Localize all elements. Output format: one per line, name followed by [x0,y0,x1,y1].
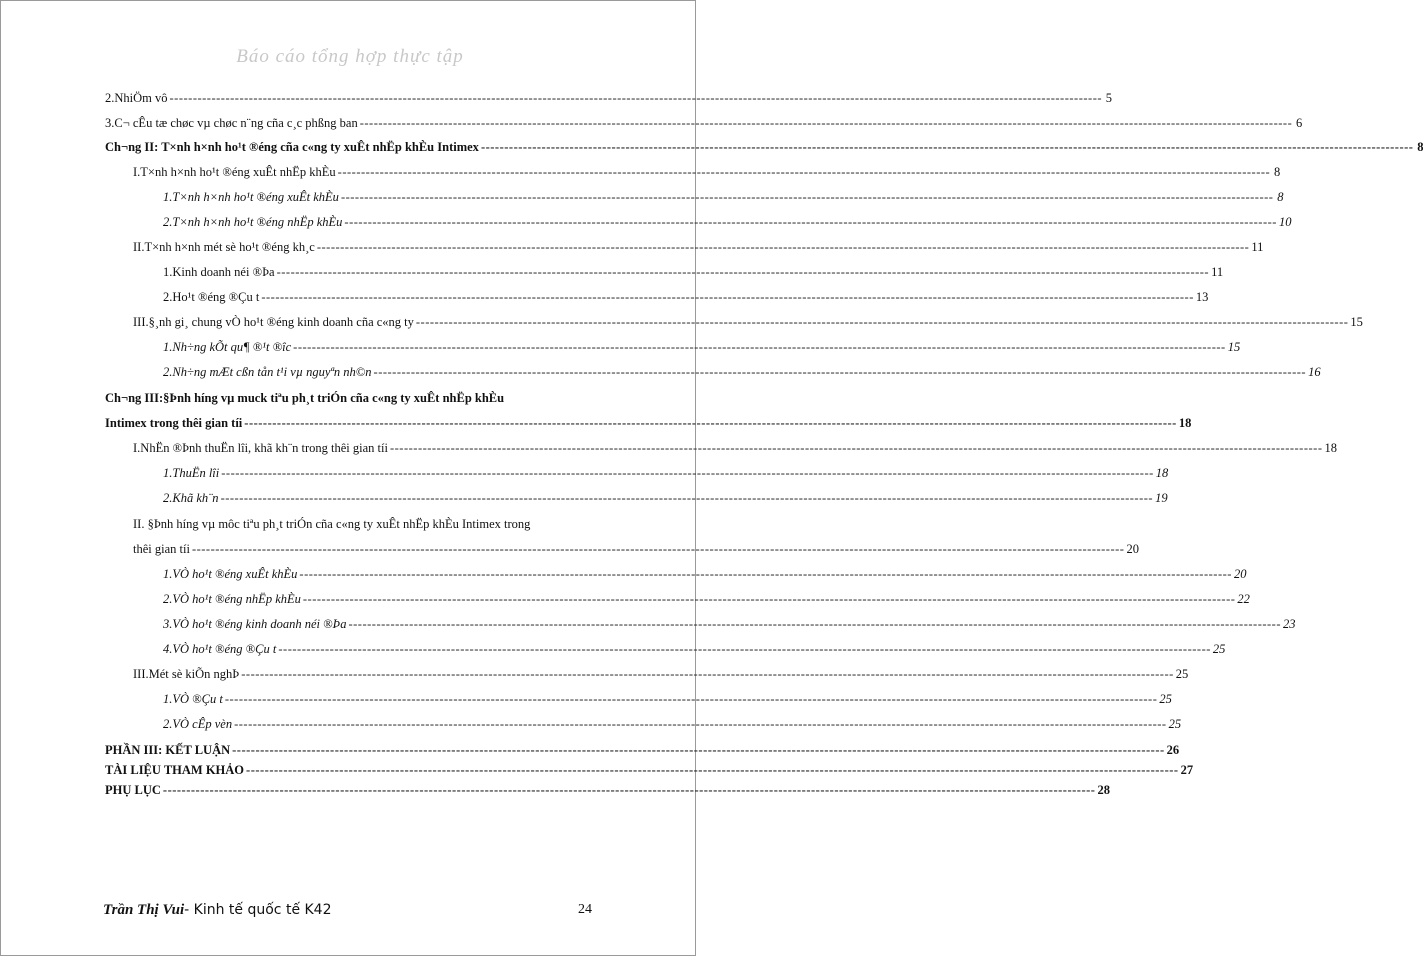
toc-chapter[interactable] [105,388,680,408]
toc-entry-title: I.NhËn ®Þnh thuËn lîi, khã kh¨n trong thêi gian tíi [133,441,388,455]
toc-entry-page: 11 [1251,240,1264,254]
toc-entry-page: 25 [1159,692,1172,706]
toc-entry[interactable] [133,237,1264,257]
toc-entry-title: 3.VÒ ho¹t ®éng kinh doanh néi ®Þa [163,617,347,631]
toc-entry-title: III.§¸nh gi¸ chung vÒ ho¹t ®éng kinh doanh cña c«ng ty [133,315,414,329]
toc-entry-page: 20 [1126,542,1139,556]
toc-entry[interactable] [163,212,1292,232]
toc-part[interactable] [105,780,1110,800]
toc-leader: -------------------------------------------------------------------------------------------------------------------------------------------------------------------------------------------------------- [276,265,1210,279]
toc-leader: -------------------------------------------------------------------------------------------------------------------------------------------------------------------------------------------------------- [389,441,1323,455]
toc-entry[interactable] [163,564,1247,584]
toc-leader: -------------------------------------------------------------------------------------------------------------------------------------------------------------------------------------------------------- [348,617,1282,631]
toc-entry-page: 8 [1273,165,1281,179]
author-name: Trần Thị Vui [103,902,185,918]
toc-entry[interactable] [133,514,680,534]
toc-leader: -------------------------------------------------------------------------------------------------------------------------------------------------------------------------------------------------------- [220,491,1154,505]
toc-entry-title: I.T×nh h×nh ho¹t ®éng xuÊt nhËp khÈu [133,165,336,179]
toc-entry[interactable] [163,589,1250,609]
toc-entry-title: 2.VÒ cÊp vèn [163,717,233,731]
toc-entry-title: Ch¬ng III:§Þnh híng vµ muck tiªu ph¸t triÓn cña c«ng ty xuÊt nhËp khÈu [105,391,505,405]
toc-leader: -------------------------------------------------------------------------------------------------------------------------------------------------------------------------------------------------------- [299,567,1232,581]
toc-leader: -------------------------------------------------------------------------------------------------------------------------------------------------------------------------------------------------------- [337,165,1271,179]
toc-entry-title: II. §Þnh híng vµ môc tiªu ph¸t triÓn cña c«ng ty xuÊt nhËp khÈu Intimex trong [133,517,531,531]
toc-leader: -------------------------------------------------------------------------------------------------------------------------------------------------------------------------------------------------------- [261,290,1194,304]
toc-entry[interactable] [105,113,1303,133]
toc-entry-page: 13 [1195,290,1209,304]
toc-entry-title: PHẦN III: KẾT LUẬN [105,743,231,757]
toc-entry-title: Intimex trong thêi gian tíi [105,416,243,430]
toc-leader: -------------------------------------------------------------------------------------------------------------------------------------------------------------------------------------------------------- [234,717,1167,731]
toc-entry-page: 19 [1155,491,1168,505]
toc-entry-page: 5 [1105,91,1113,105]
toc-entry-title: 2.T×nh h×nh ho¹t ®éng nhËp khÈu [163,215,343,229]
toc-entry-title: thêi gian tíi [133,542,190,556]
toc-chapter[interactable] [105,137,1423,157]
toc-entry[interactable] [163,337,1241,357]
toc-entry-continued[interactable] [133,539,1139,559]
toc-entry-page: 10 [1278,215,1292,229]
toc-leader: -------------------------------------------------------------------------------------------------------------------------------------------------------------------------------------------------------- [246,763,1179,777]
toc-entry-title: 4.VÒ ho¹t ®éng ®Çu t [163,642,277,656]
toc-leader: -------------------------------------------------------------------------------------------------------------------------------------------------------------------------------------------------------- [191,542,1125,556]
toc-entry[interactable] [133,312,1363,332]
toc-part[interactable] [105,740,1180,760]
toc-leader: -------------------------------------------------------------------------------------------------------------------------------------------------------------------------------------------------------- [221,466,1154,480]
toc-entry-title: Ch¬ng II: T×nh h×nh ho¹t ®éng cña c«ng ty xuÊt nhËp khÈu Intimex [105,140,479,154]
toc-entry-title: 2.VÒ ho¹t ®éng nhËp khÈu [163,592,301,606]
toc-entry-page: 18 [1324,441,1337,455]
toc-entry[interactable] [163,287,1209,307]
toc-entry[interactable] [163,714,1182,734]
course-name: - Kinh tế quốc tế K42 [184,902,332,918]
toc-entry-page: 22 [1237,592,1250,606]
toc-entry-page: 16 [1308,365,1321,379]
toc-leader: -------------------------------------------------------------------------------------------------------------------------------------------------------------------------------------------------------- [373,365,1307,379]
toc-entry[interactable] [105,88,1113,108]
toc-leader: -------------------------------------------------------------------------------------------------------------------------------------------------------------------------------------------------------- [293,340,1226,354]
toc-entry-page: 25 [1168,717,1182,731]
toc-entry[interactable] [163,639,1226,659]
toc-entry-page: 25 [1175,667,1189,681]
toc-entry[interactable] [163,488,1168,508]
toc-entry[interactable] [163,362,1321,382]
toc-entry-page: 6 [1296,116,1303,130]
toc-leader: -------------------------------------------------------------------------------------------------------------------------------------------------------------------------------------------------------- [169,91,1103,105]
toc-leader: -------------------------------------------------------------------------------------------------------------------------------------------------------------------------------------------------------- [316,240,1250,254]
toc-entry-title: PHỤ LỤC [105,783,161,797]
toc-entry-page: 26 [1166,743,1180,757]
toc-entry-title: 2.NhiÖm vô [105,91,168,105]
toc-leader: -------------------------------------------------------------------------------------------------------------------------------------------------------------------------------------------------------- [244,416,1177,430]
page-number: 24 [578,902,592,917]
toc-leader: -------------------------------------------------------------------------------------------------------------------------------------------------------------------------------------------------------- [278,642,1211,656]
toc-entry-page: 28 [1097,783,1110,797]
toc-entry-page: 25 [1212,642,1226,656]
toc-entry-page: 18 [1155,466,1169,480]
toc-entry-title: II.T×nh h×nh mét sè ho¹t ®éng kh¸c [133,240,315,254]
toc-entry[interactable] [163,187,1284,207]
toc-leader: -------------------------------------------------------------------------------------------------------------------------------------------------------------------------------------------------------- [359,116,1293,130]
toc-entry[interactable] [163,463,1169,483]
toc-entry[interactable] [133,162,1281,182]
toc-entry[interactable] [133,664,1189,684]
toc-leader: -------------------------------------------------------------------------------------------------------------------------------------------------------------------------------------------------------- [224,692,1158,706]
toc-entry-title: 1.ThuËn lîi [163,466,220,480]
toc-entry[interactable] [163,689,1172,709]
toc-entry-title: 1.VÒ ho¹t ®éng xuÊt khÈu [163,567,298,581]
toc-entry-title: 1.T×nh h×nh ho¹t ®éng xuÊt khÈu [163,190,339,204]
toc-leader: -------------------------------------------------------------------------------------------------------------------------------------------------------------------------------------------------------- [232,743,1165,757]
toc-part[interactable] [105,760,1194,780]
toc-leader: -------------------------------------------------------------------------------------------------------------------------------------------------------------------------------------------------------- [415,315,1349,329]
toc-entry-title: III.Mét sè kiÕn nghÞ [133,667,240,681]
toc-entry-page: 27 [1180,763,1194,777]
toc-entry-page: 20 [1233,567,1247,581]
toc-entry-title: 2.Nh÷ng mÆt cßn tån t¹i vµ nguyªn nh©n [163,365,372,379]
toc-entry[interactable] [163,262,1224,282]
toc-leader: -------------------------------------------------------------------------------------------------------------------------------------------------------------------------------------------------------- [344,215,1277,229]
toc-entry-title: TÀI LIỆU THAM KHẢO [105,763,245,777]
toc-entry-page: 23 [1283,617,1296,631]
header-title: Báo cáo tổng hợp thực tập [236,46,464,67]
toc-leader: -------------------------------------------------------------------------------------------------------------------------------------------------------------------------------------------------------- [162,783,1096,797]
toc-entry-page: 8 [1277,190,1284,204]
toc-entry-page: 8 [1417,140,1423,154]
toc-entry-title: 2.Khã kh¨n [163,491,219,505]
toc-entry-title: 2.Ho¹t ®éng ®Çu t [163,290,260,304]
toc-entry[interactable] [133,438,1337,458]
toc-entry-page: 15 [1350,315,1363,329]
toc-leader: -------------------------------------------------------------------------------------------------------------------------------------------------------------------------------------------------------- [302,592,1236,606]
toc-entry-page: 18 [1178,416,1192,430]
toc-entry[interactable] [163,614,1296,634]
toc-leader: -------------------------------------------------------------------------------------------------------------------------------------------------------------------------------------------------------- [340,190,1274,204]
toc-entry-title: 3.C¬ cÊu tæ chøc vµ chøc n¨ng cña c¸c phßng ban [105,116,358,130]
toc-entry-title: 1.VÒ ®Çu t [163,692,223,706]
toc-entry-page: 11 [1211,265,1224,279]
toc-leader: -------------------------------------------------------------------------------------------------------------------------------------------------------------------------------------------------------- [241,667,1174,681]
toc-leader: -------------------------------------------------------------------------------------------------------------------------------------------------------------------------------------------------------- [480,140,1414,154]
footer-author [103,902,332,919]
toc-entry-page: 15 [1227,340,1241,354]
toc-entry-title: 1.Nh÷ng kÕt qu¶ ®¹t ®îc [163,340,292,354]
toc-chapter-continued[interactable] [105,413,1192,433]
toc-entry-title: 1.Kinh doanh néi ®Þa [163,265,275,279]
